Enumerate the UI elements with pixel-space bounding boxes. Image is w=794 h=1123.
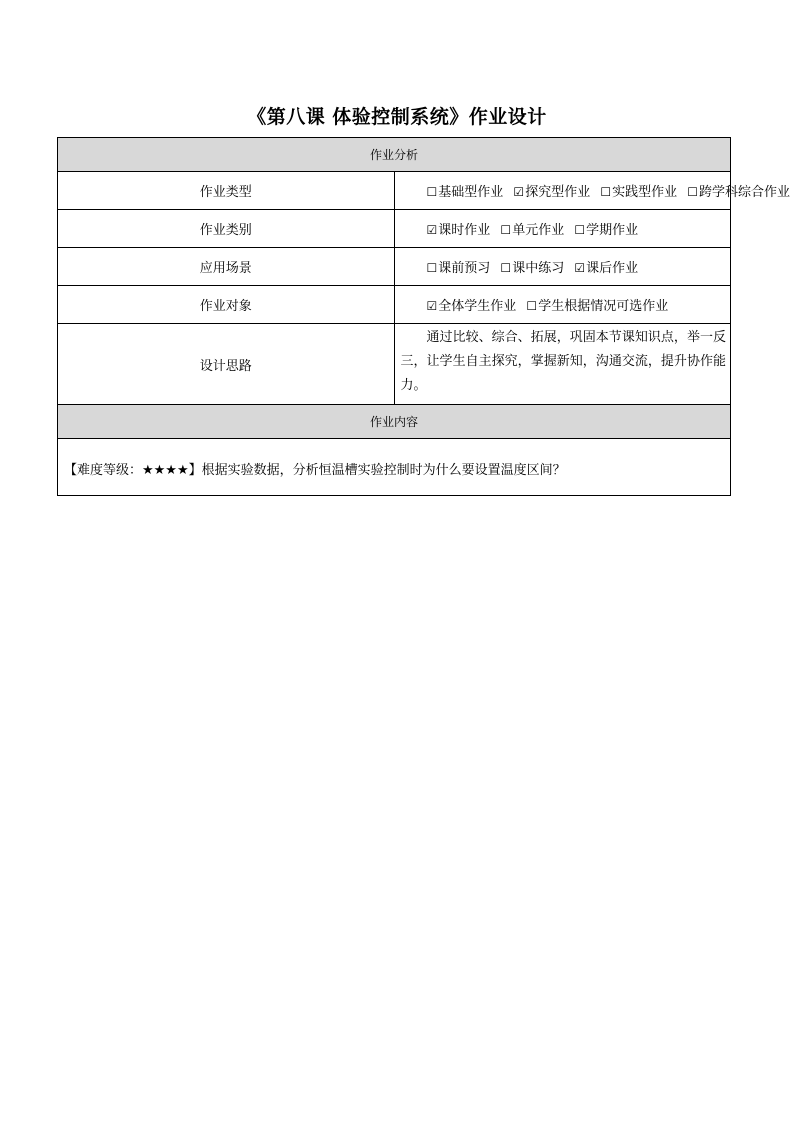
option-unit[interactable]	[500, 219, 564, 238]
checkbox-unchecked-icon: ☐	[574, 223, 586, 237]
option-preview[interactable]	[427, 257, 491, 276]
option-label: 学生根据情况可选作业	[538, 299, 669, 314]
target-options	[394, 286, 731, 324]
page-title: 《第八课 体验控制系统》作业设计	[247, 106, 547, 128]
option-label: 实践型作业	[612, 185, 678, 200]
row-label-type: 作业类型	[58, 172, 395, 210]
table-row	[58, 172, 731, 210]
option-all-students[interactable]	[427, 295, 517, 314]
option-label: 课时作业	[438, 223, 491, 238]
row-label-scenario: 应用场景	[58, 248, 395, 286]
option-practice[interactable]	[600, 181, 677, 200]
design-text: 通过比较、综合、拓展，巩固本节课知识点，举一反三，让学生自主探究，掌握新知，沟通交流，提升协作能力。	[394, 324, 731, 405]
row-label-design: 设计思路	[58, 324, 395, 405]
row-label-target: 作业对象	[58, 286, 395, 324]
option-in-class[interactable]	[500, 257, 564, 276]
option-semester[interactable]	[574, 219, 638, 238]
checkbox-checked-icon: ☑	[513, 185, 525, 199]
table-row	[58, 210, 731, 248]
checkbox-checked-icon: ☑	[426, 299, 438, 313]
option-optional[interactable]	[526, 295, 668, 314]
option-lesson[interactable]	[427, 219, 491, 238]
option-label: 课中练习	[512, 261, 565, 276]
checkbox-unchecked-icon: ☐	[500, 223, 512, 237]
option-label: 单元作业	[512, 223, 565, 238]
assignment-table	[57, 137, 791, 496]
table-row	[58, 324, 731, 405]
checkbox-checked-icon: ☑	[426, 223, 438, 237]
question-text: 【难度等级：★★★★】根据实验数据，分析恒温槽实验控制时为什么要设置温度区间？	[58, 439, 731, 496]
type-options	[394, 172, 791, 210]
option-label: 跨学科综合作业	[699, 185, 791, 200]
category-options	[394, 210, 731, 248]
row-label-category: 作业类别	[58, 210, 395, 248]
checkbox-unchecked-icon: ☐	[426, 185, 438, 199]
option-label: 探究型作业	[525, 185, 591, 200]
analysis-header-row	[58, 138, 731, 172]
checkbox-unchecked-icon: ☐	[526, 299, 538, 313]
content-section-header: 作业内容	[58, 405, 731, 439]
checkbox-checked-icon: ☑	[574, 261, 586, 275]
analysis-section-header: 作业分析	[58, 138, 731, 172]
table-row	[58, 286, 731, 324]
option-label: 学期作业	[586, 223, 639, 238]
option-after-class[interactable]	[574, 257, 638, 276]
question-row	[58, 439, 731, 496]
option-interdisciplinary[interactable]	[687, 181, 790, 200]
content-header-row	[58, 405, 731, 439]
checkbox-unchecked-icon: ☐	[687, 185, 699, 199]
checkbox-unchecked-icon: ☐	[600, 185, 612, 199]
option-label: 基础型作业	[438, 185, 504, 200]
checkbox-unchecked-icon: ☐	[500, 261, 512, 275]
scenario-options	[394, 248, 731, 286]
option-basic[interactable]	[427, 181, 504, 200]
option-label: 课前预习	[438, 261, 491, 276]
table-row	[58, 248, 731, 286]
option-label: 课后作业	[586, 261, 639, 276]
option-inquiry[interactable]	[513, 181, 590, 200]
option-label: 全体学生作业	[438, 299, 517, 314]
checkbox-unchecked-icon: ☐	[426, 261, 438, 275]
